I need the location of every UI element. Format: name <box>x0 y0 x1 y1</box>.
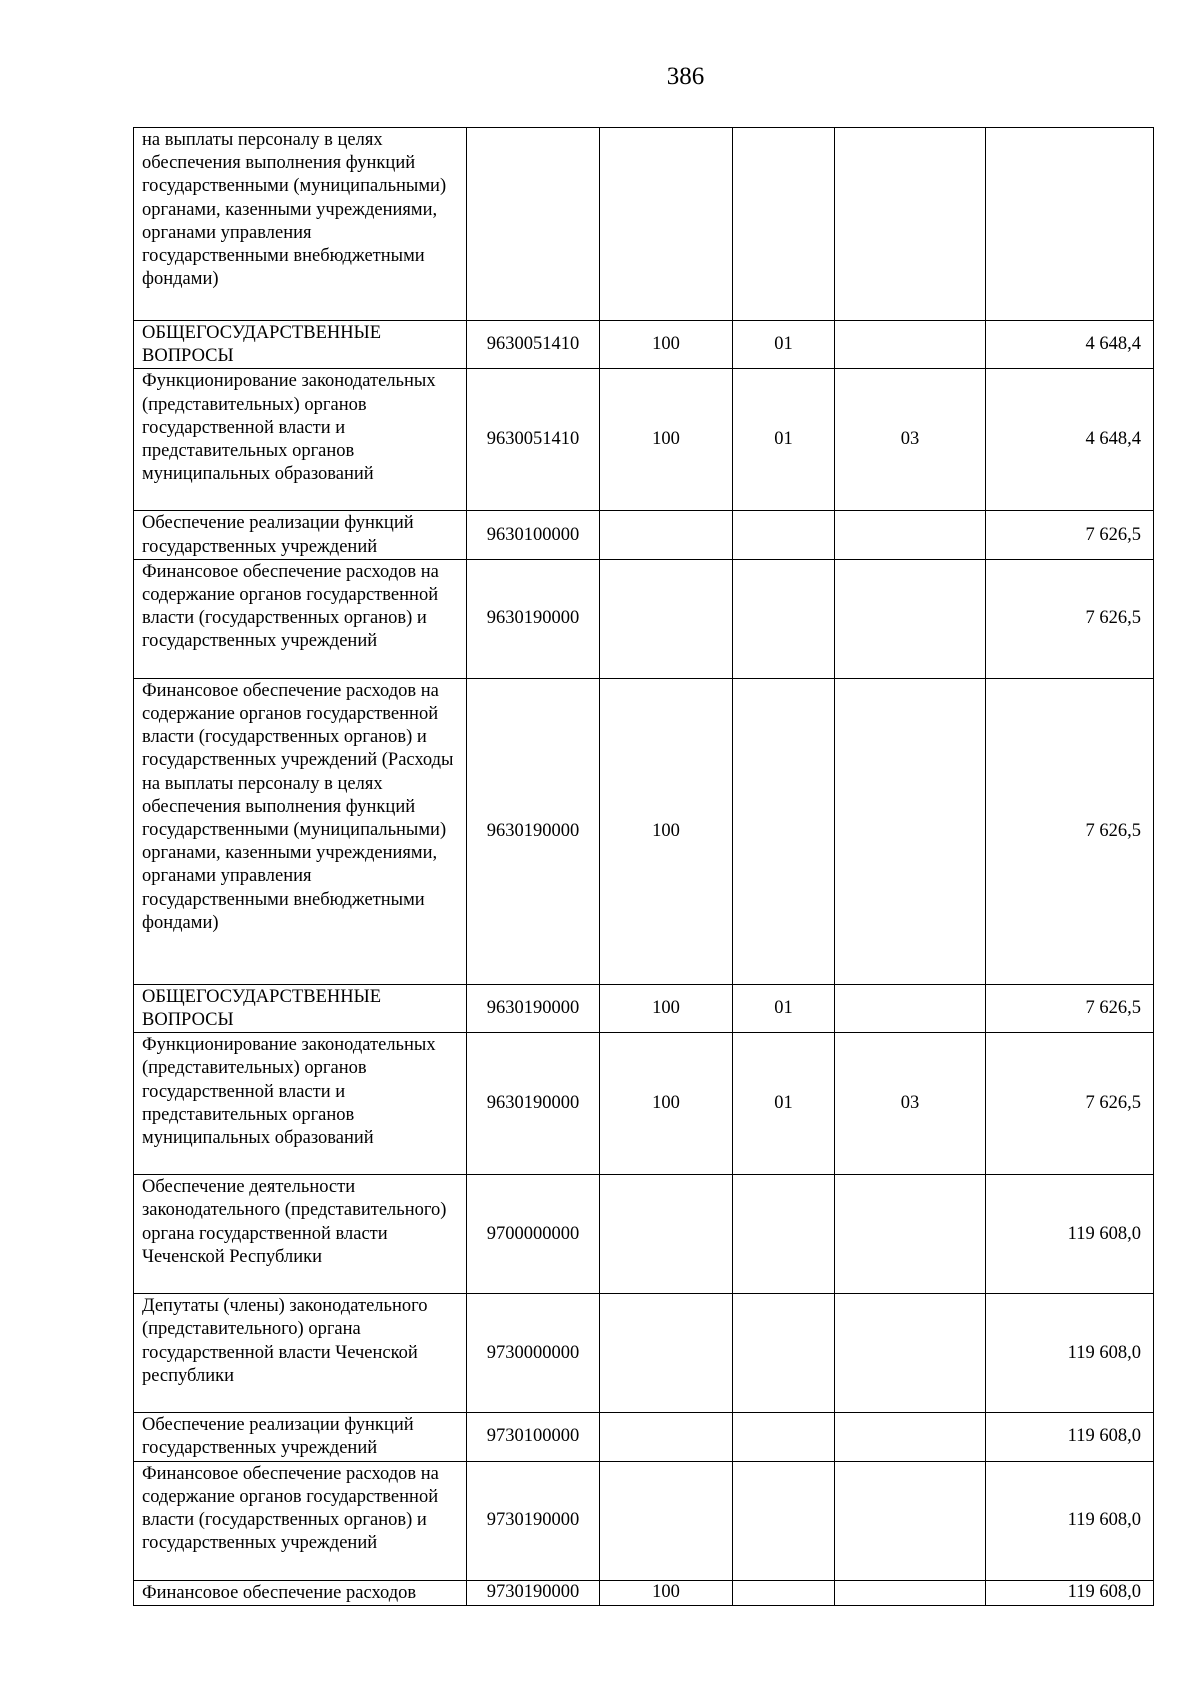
table-row <box>134 1033 1154 1175</box>
expense-type-code-cell <box>600 511 733 559</box>
expense-name-cell: Обеспечение реализации функций государственных учреждений <box>134 511 467 559</box>
expense-name-cell: Финансовое обеспечение расходов на содержание органов государственной власти (государственных органов) и государственных учреждений (Расходы на выплаты персоналу в целях обеспечения выполнения функций государственными (муниципальными) органами, казенными учреждениями, органами управления государственными внебюджетными фондами) <box>134 678 467 984</box>
table-row <box>134 369 1154 511</box>
section-code-cell: 01 <box>733 1033 835 1175</box>
table-row <box>134 1461 1154 1580</box>
amount-cell: 119 608,0 <box>986 1413 1154 1461</box>
target-article-code-cell: 9730100000 <box>467 1413 600 1461</box>
table-row <box>134 984 1154 1032</box>
subsection-code-cell <box>835 128 986 321</box>
amount-cell: 7 626,5 <box>986 1033 1154 1175</box>
section-code-cell <box>733 559 835 678</box>
expense-type-code-cell <box>600 1461 733 1580</box>
table-row <box>134 511 1154 559</box>
expense-type-code-cell: 100 <box>600 321 733 369</box>
expense-name-cell: ОБЩЕГОСУДАРСТВЕННЫЕ ВОПРОСЫ <box>134 984 467 1032</box>
expense-name-cell: Обеспечение реализации функций государственных учреждений <box>134 1413 467 1461</box>
target-article-code-cell: 9700000000 <box>467 1175 600 1294</box>
expense-name-cell: Финансовое обеспечение расходов на содержание органов государственной власти (государственных органов) и государственных учреждений <box>134 1461 467 1580</box>
expense-name-cell: ОБЩЕГОСУДАРСТВЕННЫЕ ВОПРОСЫ <box>134 321 467 369</box>
subsection-code-cell <box>835 1580 986 1605</box>
section-code-cell <box>733 1413 835 1461</box>
amount-cell: 119 608,0 <box>986 1461 1154 1580</box>
target-article-code-cell: 9630190000 <box>467 559 600 678</box>
amount-cell <box>986 128 1154 321</box>
amount-cell: 7 626,5 <box>986 559 1154 678</box>
target-article-code-cell: 9630100000 <box>467 511 600 559</box>
table-row <box>134 559 1154 678</box>
table-row <box>134 128 1154 321</box>
expense-name-cell: Обеспечение деятельности законодательного (представительного) органа государственной власти Чеченской Республики <box>134 1175 467 1294</box>
section-code-cell <box>733 678 835 984</box>
subsection-code-cell <box>835 984 986 1032</box>
expense-type-code-cell <box>600 128 733 321</box>
subsection-code-cell <box>835 1294 986 1413</box>
section-code-cell: 01 <box>733 321 835 369</box>
section-code-cell: 01 <box>733 984 835 1032</box>
subsection-code-cell <box>835 321 986 369</box>
expense-name-cell: Депутаты (члены) законодательного (представительного) органа государственной власти Чеченской республики <box>134 1294 467 1413</box>
target-article-code-cell: 9730000000 <box>467 1294 600 1413</box>
subsection-code-cell <box>835 678 986 984</box>
section-code-cell <box>733 1580 835 1605</box>
expense-type-code-cell: 100 <box>600 1580 733 1605</box>
table-row <box>134 321 1154 369</box>
expense-type-code-cell: 100 <box>600 678 733 984</box>
target-article-code-cell: 9630051410 <box>467 321 600 369</box>
subsection-code-cell <box>835 511 986 559</box>
amount-cell: 119 608,0 <box>986 1294 1154 1413</box>
table-row <box>134 1413 1154 1461</box>
target-article-code-cell: 9630190000 <box>467 678 600 984</box>
budget-table <box>133 127 1154 1606</box>
subsection-code-cell <box>835 559 986 678</box>
expense-type-code-cell <box>600 1294 733 1413</box>
expense-type-code-cell <box>600 1413 733 1461</box>
expense-type-code-cell: 100 <box>600 1033 733 1175</box>
target-article-code-cell: 9730190000 <box>467 1580 600 1605</box>
target-article-code-cell: 9730190000 <box>467 1461 600 1580</box>
expense-name-cell: на выплаты персоналу в целях обеспечения выполнения функций государственными (муниципальными) органами, казенными учреждениями, органами управления государственными внебюджетными фондами) <box>134 128 467 321</box>
amount-cell: 4 648,4 <box>986 369 1154 511</box>
expense-name-cell: Функционирование законодательных (представительных) органов государственной власти и представительных органов муниципальных образований <box>134 1033 467 1175</box>
target-article-code-cell: 9630051410 <box>467 369 600 511</box>
subsection-code-cell <box>835 1413 986 1461</box>
page-number: 386 <box>666 63 705 90</box>
table-row <box>134 1175 1154 1294</box>
expense-type-code-cell: 100 <box>600 369 733 511</box>
section-code-cell <box>733 1461 835 1580</box>
subsection-code-cell <box>835 1461 986 1580</box>
target-article-code-cell: 9630190000 <box>467 1033 600 1175</box>
section-code-cell <box>733 1175 835 1294</box>
amount-cell: 7 626,5 <box>986 678 1154 984</box>
subsection-code-cell: 03 <box>835 1033 986 1175</box>
amount-cell: 7 626,5 <box>986 984 1154 1032</box>
expense-name-cell: Функционирование законодательных (представительных) органов государственной власти и представительных органов муниципальных образований <box>134 369 467 511</box>
table-row <box>134 1294 1154 1413</box>
amount-cell: 4 648,4 <box>986 321 1154 369</box>
budget-table-body <box>134 128 1154 1606</box>
expense-name-cell: Финансовое обеспечение расходов на содержание органов государственной власти (государственных органов) и государственных учреждений <box>134 559 467 678</box>
amount-cell: 7 626,5 <box>986 511 1154 559</box>
expense-type-code-cell: 100 <box>600 984 733 1032</box>
amount-cell: 119 608,0 <box>986 1175 1154 1294</box>
expense-type-code-cell <box>600 1175 733 1294</box>
expense-type-code-cell <box>600 559 733 678</box>
table-row <box>134 1580 1154 1605</box>
section-code-cell <box>733 1294 835 1413</box>
expense-name-cell: Финансовое обеспечение расходов <box>134 1580 467 1605</box>
table-row <box>134 678 1154 984</box>
subsection-code-cell <box>835 1175 986 1294</box>
target-article-code-cell <box>467 128 600 321</box>
target-article-code-cell: 9630190000 <box>467 984 600 1032</box>
amount-cell: 119 608,0 <box>986 1580 1154 1605</box>
section-code-cell: 01 <box>733 369 835 511</box>
section-code-cell <box>733 511 835 559</box>
section-code-cell <box>733 128 835 321</box>
subsection-code-cell: 03 <box>835 369 986 511</box>
